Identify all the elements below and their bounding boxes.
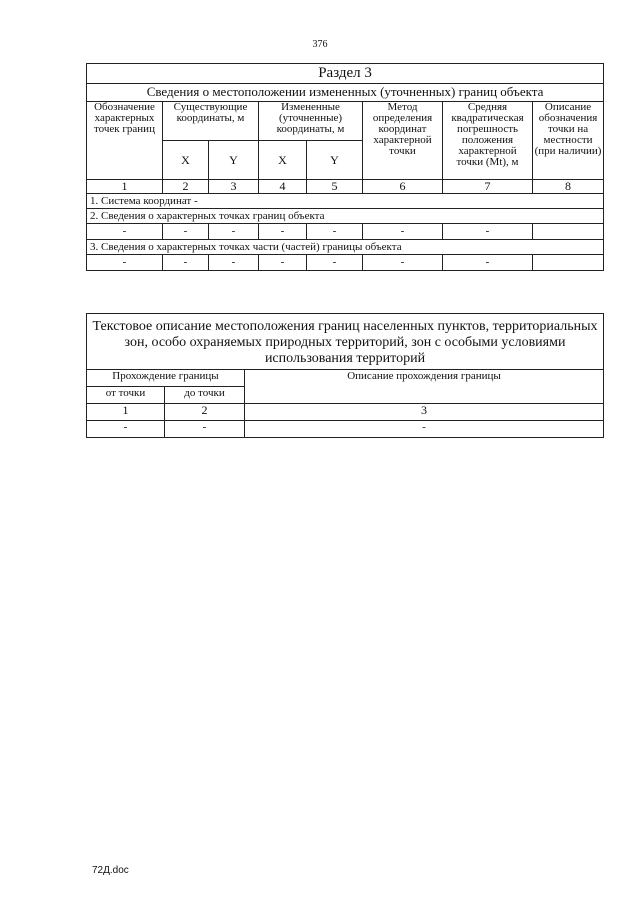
column-number: 2 xyxy=(163,180,209,194)
column-number: 4 xyxy=(259,180,307,194)
text-description-table xyxy=(86,313,604,438)
boundary-points-row: 2. Сведения о характерных точках границ объекта xyxy=(87,209,604,224)
section-3-table xyxy=(86,63,604,271)
table-row xyxy=(87,421,604,438)
table-cell: - xyxy=(443,255,533,271)
table-cell: - xyxy=(259,255,307,271)
header-existing-x: X xyxy=(163,141,209,180)
header-existing-y: Y xyxy=(209,141,259,180)
table-cell: - xyxy=(163,224,209,240)
table-cell xyxy=(533,255,604,271)
table-row xyxy=(87,224,604,240)
header-from-point: от точки xyxy=(87,387,165,404)
column-numbers-row xyxy=(87,180,604,194)
table-cell: - xyxy=(163,255,209,271)
header-passage: Прохождение границы xyxy=(87,370,245,387)
table-cell: - xyxy=(307,255,363,271)
table-cell: - xyxy=(209,255,259,271)
table-cell xyxy=(533,224,604,240)
column-number: 2 xyxy=(165,404,245,421)
header-changed-y: Y xyxy=(307,141,363,180)
header-to-point: до точки xyxy=(165,387,245,404)
page-number: 376 xyxy=(312,39,328,50)
header-point-label: Обозначение характерных точек границ xyxy=(87,102,163,180)
table-cell: - xyxy=(363,255,443,271)
header-description: Описание обозначения точки на местности (при наличии) xyxy=(533,102,604,180)
footer-filename: 72Д.doc xyxy=(92,865,129,876)
table-cell: - xyxy=(209,224,259,240)
header-passage-description: Описание прохождения границы xyxy=(245,370,604,404)
column-number: 6 xyxy=(363,180,443,194)
header-error: Средняя квадратическая погрешность положения характерной точки (Mt), м xyxy=(443,102,533,180)
column-number: 1 xyxy=(87,404,165,421)
column-number: 5 xyxy=(307,180,363,194)
table-cell: - xyxy=(165,421,245,438)
table-cell: - xyxy=(87,421,165,438)
text-description-title: Текстовое описание местоположения границ населенных пунктов, территориальных зон, особо охраняемых природных территорий, зон с особыми условиями использования территорий xyxy=(87,314,604,370)
column-number: 7 xyxy=(443,180,533,194)
column-number: 1 xyxy=(87,180,163,194)
table-cell: - xyxy=(363,224,443,240)
column-number: 3 xyxy=(209,180,259,194)
section-title: Раздел 3 xyxy=(87,64,604,84)
header-method: Метод определения координат характерной точки xyxy=(363,102,443,180)
table-row xyxy=(87,255,604,271)
header-changed-x: X xyxy=(259,141,307,180)
table-cell: - xyxy=(87,255,163,271)
column-number: 8 xyxy=(533,180,604,194)
table-cell: - xyxy=(443,224,533,240)
coord-system-row: 1. Система координат - xyxy=(87,194,604,209)
table-cell: - xyxy=(259,224,307,240)
section-subtitle: Сведения о местоположении измененных (уточненных) границ объекта xyxy=(87,84,604,102)
header-changed-coords: Измененные (уточненные) координаты, м xyxy=(259,102,363,141)
header-existing-coords: Существующие координаты, м xyxy=(163,102,259,141)
table-cell: - xyxy=(87,224,163,240)
boundary-parts-row: 3. Сведения о характерных точках части (частей) границы объекта xyxy=(87,240,604,255)
column-number: 3 xyxy=(245,404,604,421)
table-cell: - xyxy=(245,421,604,438)
table-cell: - xyxy=(307,224,363,240)
column-numbers-row xyxy=(87,404,604,421)
